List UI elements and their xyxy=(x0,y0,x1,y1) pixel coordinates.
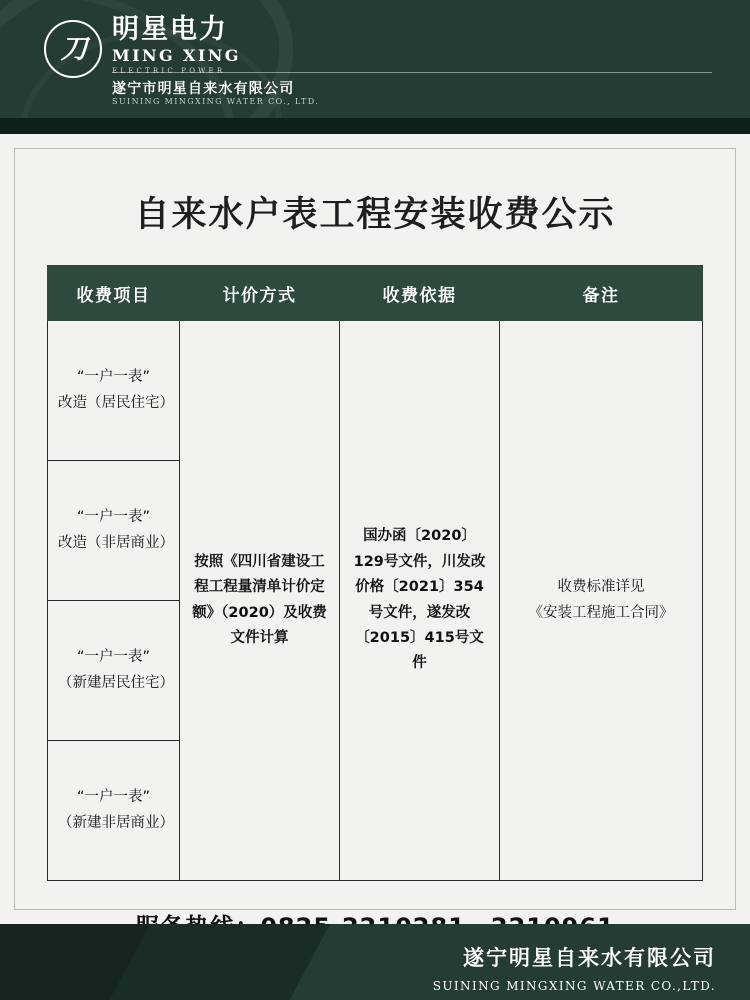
page-header xyxy=(0,0,750,118)
page-footer xyxy=(0,924,750,1000)
company-name-en: SUINING MINGXING WATER CO., LTD. xyxy=(112,97,320,106)
footer-company-en: SUINING MINGXING WATER CO.,LTD. xyxy=(432,979,716,993)
fee-item-name: “一户一表” （新建非居商业） xyxy=(48,741,180,881)
page-title: 自来水户表工程安装收费公示 xyxy=(134,195,616,235)
footer-text-block xyxy=(433,942,716,993)
column-header-item: 收费项目 xyxy=(48,266,180,321)
table-row xyxy=(48,321,703,461)
header-accent-bar xyxy=(0,118,750,134)
fee-remark: 收费标准详见 《安装工程施工合同》 xyxy=(500,321,703,881)
fee-table xyxy=(47,265,703,881)
brand-name-cn: 明星电力 xyxy=(112,14,228,45)
column-header-basis: 收费依据 xyxy=(340,266,500,321)
page-body xyxy=(0,134,750,924)
fee-basis: 国办函〔2020〕129号文件，川发改价格〔2021〕354号文件，遂发改〔2015〕415号文件 xyxy=(340,321,500,881)
pricing-method: 按照《四川省建设工程工程量清单计价定额》（2020）及收费文件计算 xyxy=(180,321,340,881)
brand-name-en: MING XING xyxy=(112,46,241,66)
company-name-cn: 遂宁市明星自来水有限公司 xyxy=(112,81,295,97)
company-logo-icon xyxy=(44,20,102,78)
logo-glyph: 刀 xyxy=(60,33,86,65)
column-header-remark: 备注 xyxy=(500,266,703,321)
brand-tagline-en: ELECTRIC POWER xyxy=(112,66,226,75)
brand-block xyxy=(112,16,532,75)
column-header-pricing: 计价方式 xyxy=(180,266,340,321)
footer-company-cn: 遂宁明星自来水有限公司 xyxy=(463,946,716,970)
fee-item-name: “一户一表” 改造（居民住宅） xyxy=(48,321,180,461)
body-frame xyxy=(14,148,736,910)
header-divider xyxy=(112,72,712,73)
fee-item-name: “一户一表” （新建居民住宅） xyxy=(48,601,180,741)
table-header-row xyxy=(48,266,703,321)
fee-item-name: “一户一表” 改造（非居商业） xyxy=(48,461,180,601)
